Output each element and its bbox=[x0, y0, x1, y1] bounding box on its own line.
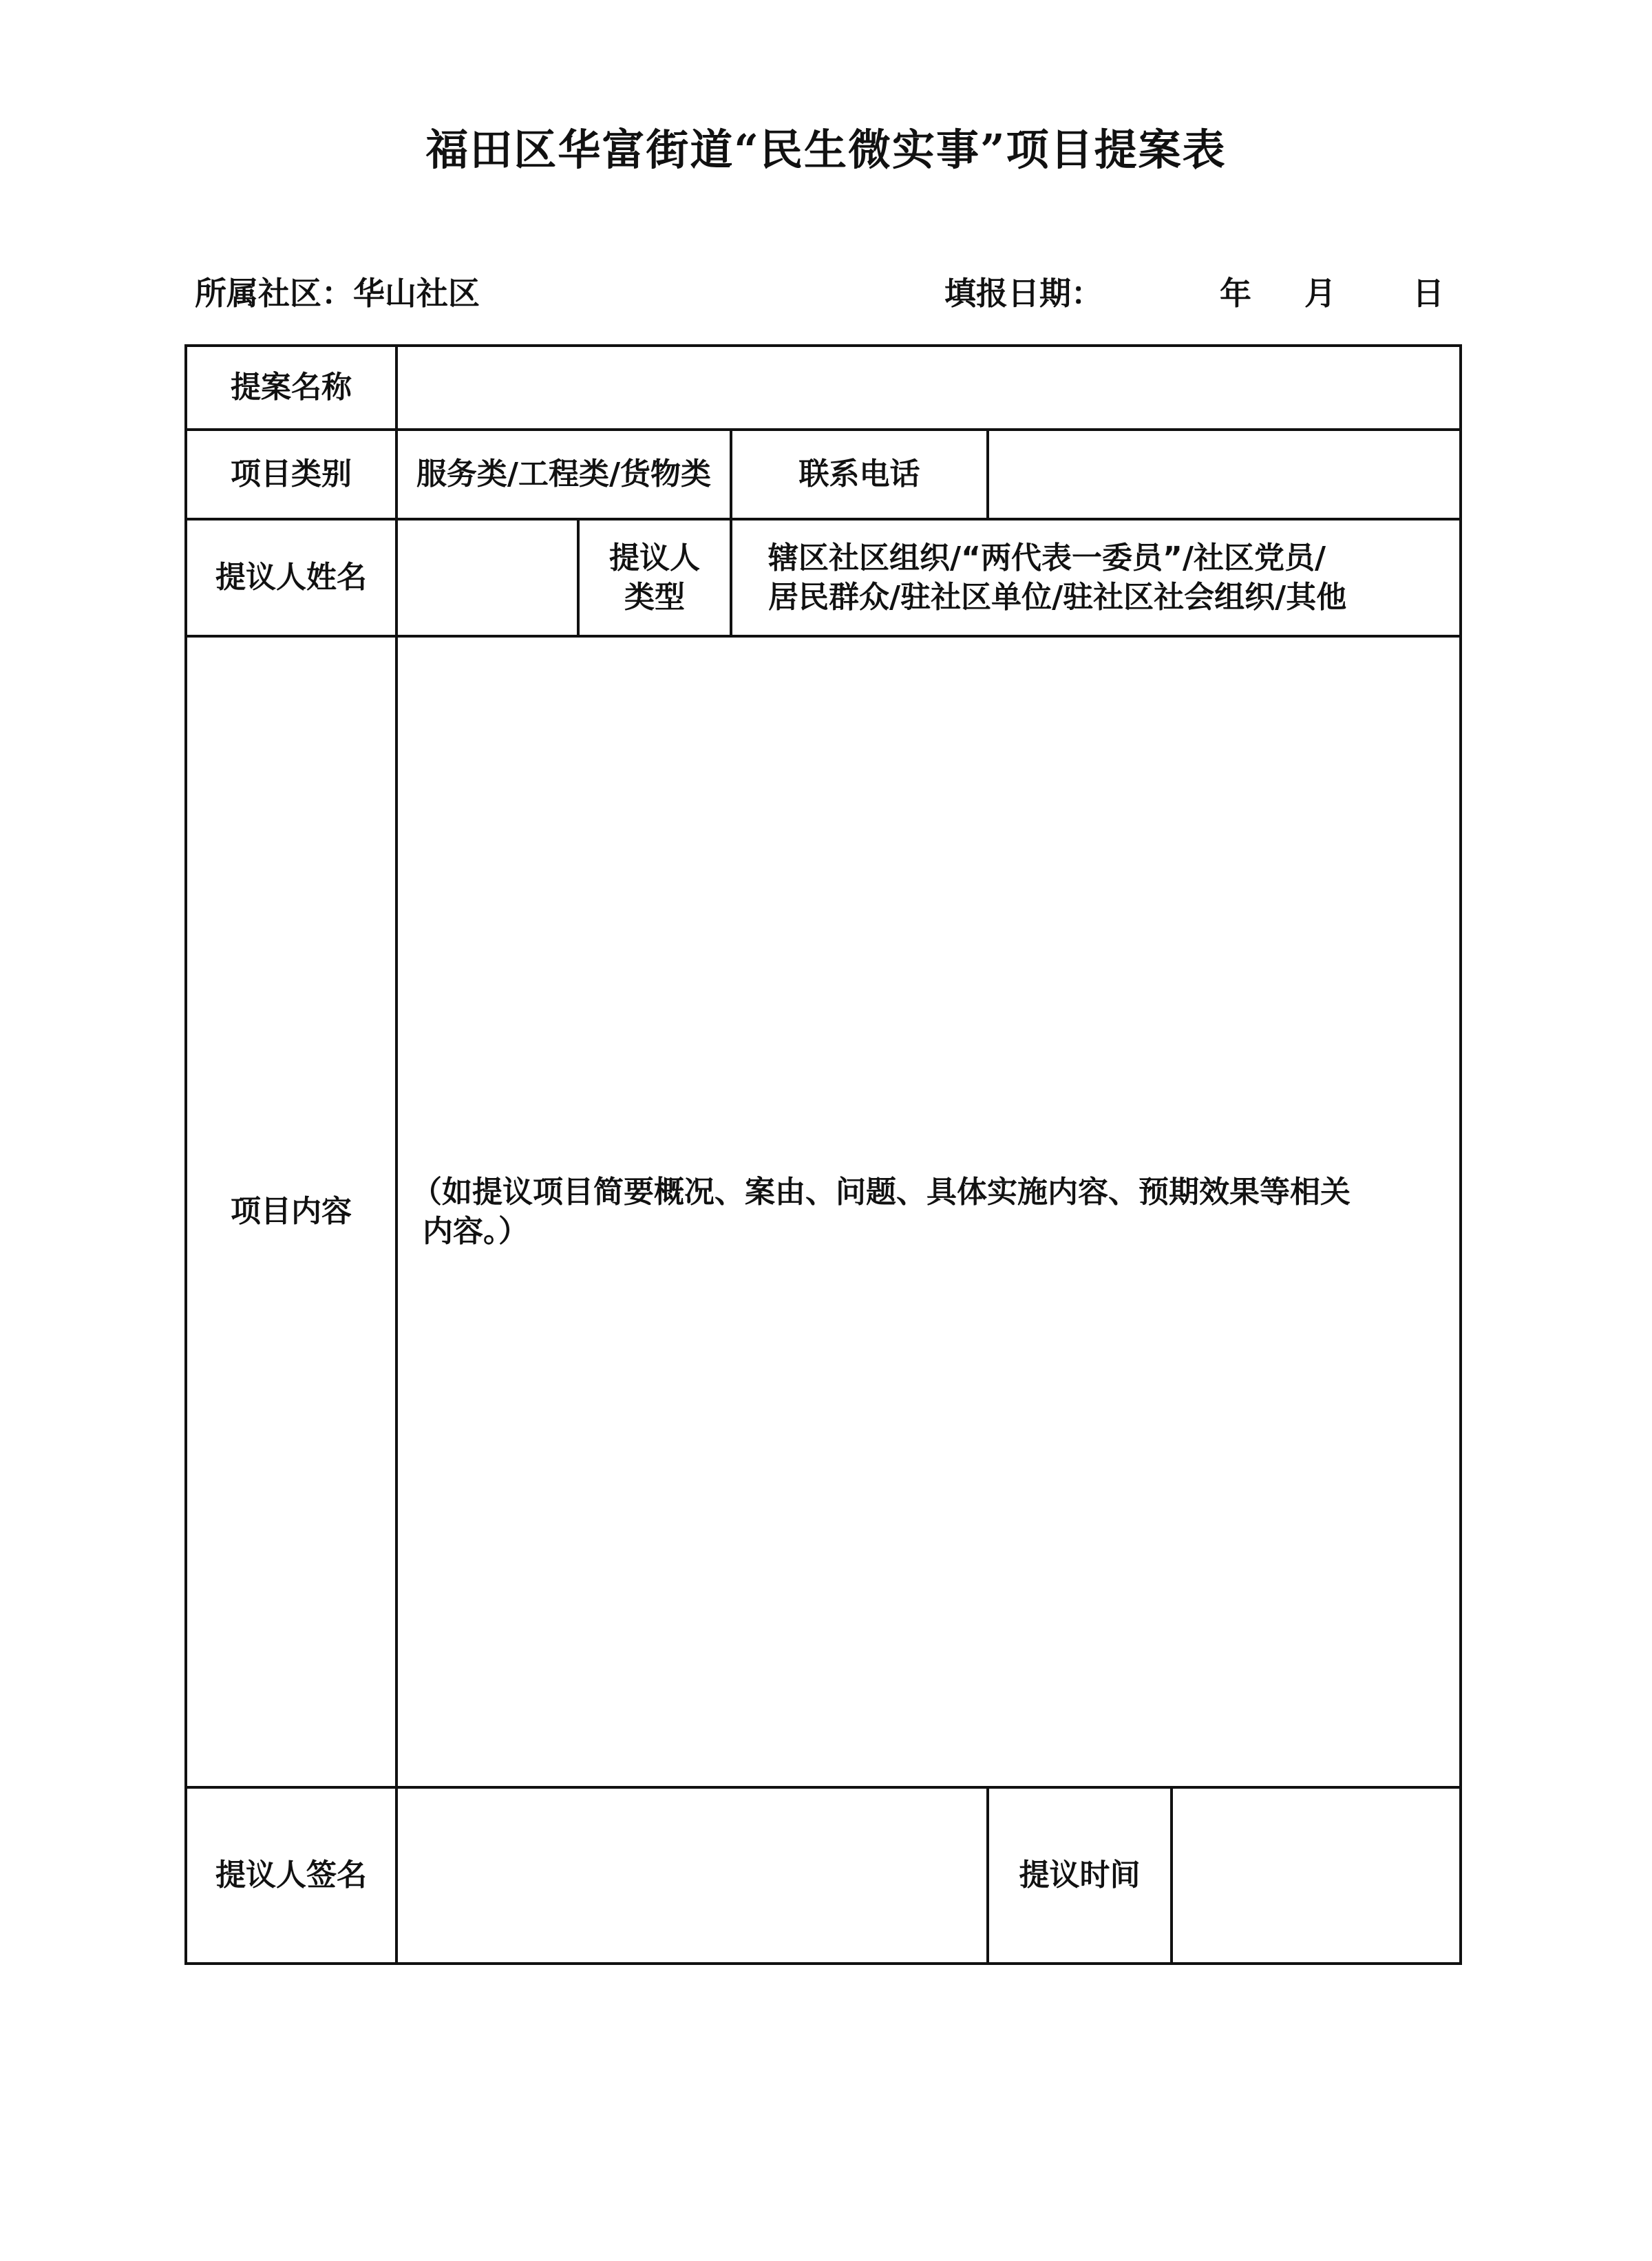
day-label: 日 bbox=[1412, 275, 1444, 312]
category-label: 项目类别 bbox=[186, 430, 396, 519]
proposer-type-label-line2: 类型 bbox=[624, 580, 685, 615]
proposer-type-label bbox=[578, 519, 731, 636]
row-proposer bbox=[186, 519, 1461, 636]
content-field[interactable] bbox=[396, 636, 1461, 1787]
proposal-name-label: 提案名称 bbox=[186, 346, 396, 430]
row-signature bbox=[186, 1787, 1461, 1964]
proposer-type-label-line1: 提议人 bbox=[609, 540, 700, 576]
month-label: 月 bbox=[1304, 275, 1336, 312]
content-hint-line1: （如提议项目简要概况、案由、问题、具体实施内容、预期效果等相关 bbox=[412, 1174, 1351, 1210]
proposal-form-table bbox=[184, 344, 1462, 1965]
row-proposal-name bbox=[186, 346, 1461, 430]
proposer-name-field[interactable] bbox=[396, 519, 578, 636]
row-content bbox=[186, 636, 1461, 1787]
time-label: 提议时间 bbox=[988, 1787, 1172, 1964]
content-label: 项目内容 bbox=[186, 636, 396, 1787]
proposer-type-options-line1: 辖区社区组织/“两代表一委员”/社区党员/ bbox=[768, 540, 1326, 576]
phone-label: 联系电话 bbox=[731, 430, 988, 519]
row-category bbox=[186, 430, 1461, 519]
year-label: 年 bbox=[1220, 275, 1251, 312]
proposal-name-field[interactable] bbox=[396, 346, 1461, 430]
signature-field[interactable] bbox=[396, 1787, 988, 1964]
proposer-type-options-line2: 居民群众/驻社区单位/驻社区社会组织/其他 bbox=[768, 580, 1347, 615]
content-hint-line2: 内容。） bbox=[423, 1214, 529, 1249]
date-label: 填报日期： bbox=[944, 275, 1103, 312]
phone-field[interactable] bbox=[988, 430, 1461, 519]
page-title: 福田区华富街道“民生微实事”项目提案表 bbox=[425, 125, 1227, 175]
time-field[interactable] bbox=[1172, 1787, 1461, 1964]
signature-label: 提议人签名 bbox=[186, 1787, 396, 1964]
community-label: 所属社区：华山社区 bbox=[195, 275, 480, 312]
category-options[interactable]: 服务类/工程类/货物类 bbox=[396, 430, 731, 519]
proposer-type-options[interactable] bbox=[731, 519, 1461, 636]
proposer-name-label: 提议人姓名 bbox=[186, 519, 396, 636]
